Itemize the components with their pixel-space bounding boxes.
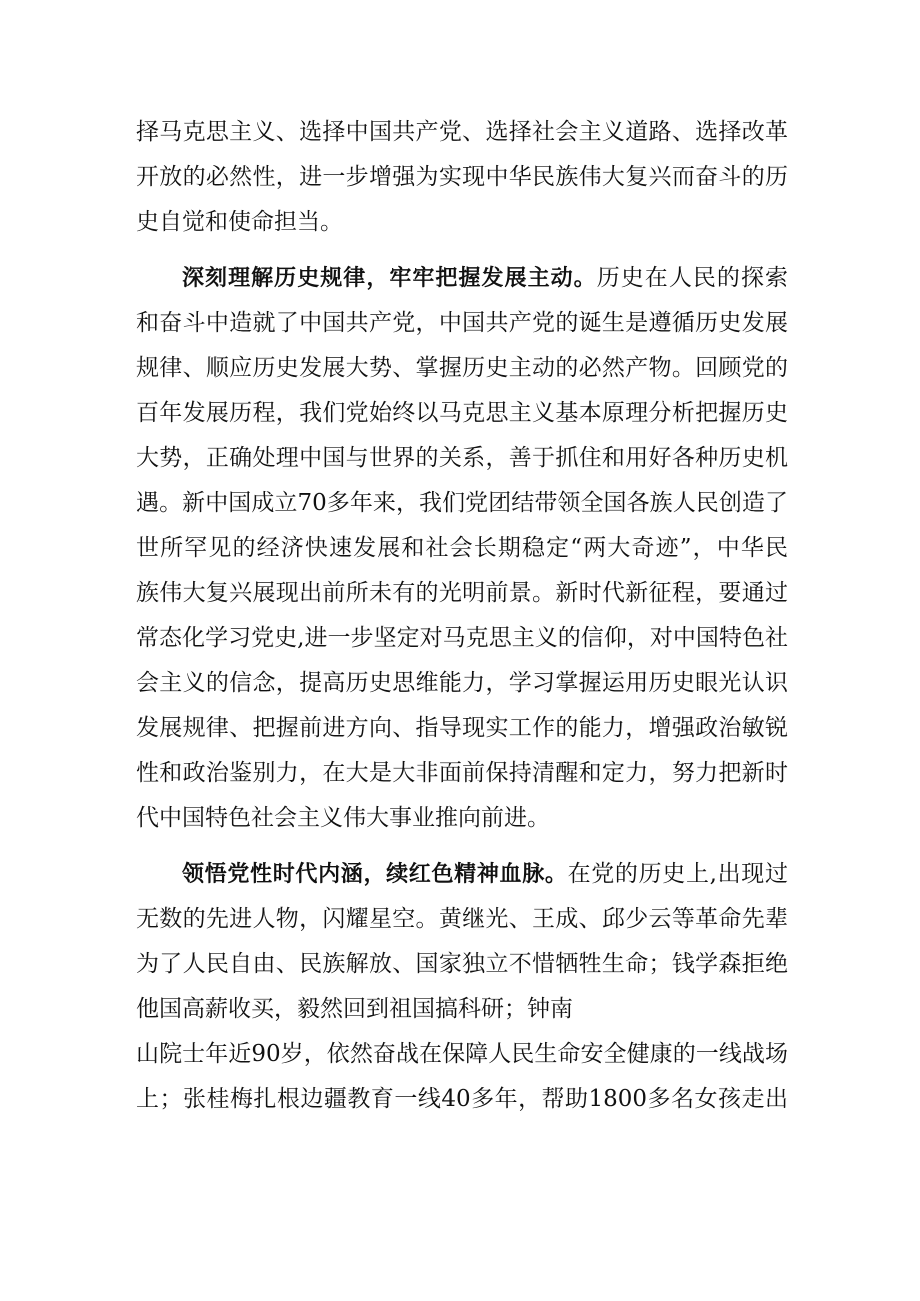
paragraph-3 [136, 852, 788, 1122]
paragraph-heading: 领悟党性时代内涵，续红色精神血脉。 [182, 862, 568, 887]
document-page [136, 110, 788, 1122]
text-line: 上；张桂梅扎根边疆教育一线40多年，帮助1800多名女孩走出 [136, 1086, 788, 1112]
text-line: 择马克思主义、选择中国共产党、选择社会主义道路、选择改革 [136, 119, 788, 145]
text-line: 开放的必然性，进一步增强为实现中华民族伟大复兴而奋斗的历 [136, 164, 788, 190]
text-line [136, 852, 788, 897]
text-line: 会主义的信念，提高历史思维能力，学习掌握运用历史眼光认识 [136, 670, 788, 696]
text-line: 规律、顺应历史发展大势、掌握历史主动的必然产物。回顾党的 [136, 355, 788, 381]
text-run: 在党的历史上,出现过 [567, 861, 788, 887]
text-line: 他国高薪收买，毅然回到祖国搞科研；钟南 [136, 996, 573, 1022]
text-line: 山院士年近90岁，依然奋战在保障人民生命安全健康的一线战场 [136, 1041, 788, 1067]
paragraph-heading: 深刻理解历史规律，牢牢把握发展主动。 [182, 266, 597, 291]
text-line: 百年发展历程，我们党始终以马克思主义基本原理分析把握历史 [136, 400, 788, 426]
paragraph-1 [136, 110, 788, 245]
text-line: 大势，正确处理中国与世界的关系，善于抓住和用好各种历史机 [136, 445, 788, 471]
text-line: 史自觉和使命担当。 [136, 209, 343, 235]
text-line: 发展规律、把握前进方向、指导现实工作的能力，增强政治敏锐 [136, 715, 788, 741]
text-line: 族伟大复兴展现出前所未有的光明前景。新时代新征程，要通过 [136, 580, 788, 606]
text-line: 世所罕见的经济快速发展和社会长期稳定“两大奇迹”，中华民 [136, 535, 788, 561]
text-line: 无数的先进人物，闪耀星空。黄继光、王成、邱少云等革命先辈 [136, 906, 788, 932]
text-run: 历史在人民的探索 [596, 265, 788, 291]
text-line: 代中国特色社会主义伟大事业推向前进。 [136, 805, 550, 831]
text-line: 为了人民自由、民族解放、国家独立不惜牺牲生命；钱学森拒绝 [136, 951, 788, 977]
paragraph-2 [136, 256, 788, 841]
text-line: 性和政治鉴别力，在大是大非面前保持清醒和定力，努力把新时 [136, 760, 788, 786]
text-line: 和奋斗中造就了中国共产党，中国共产党的诞生是遵循历史发展 [136, 310, 788, 336]
text-line: 遇。新中国成立70多年来，我们党团结带领全国各族人民创造了 [136, 490, 788, 516]
text-line: 常态化学习党史,进一步坚定对马克思主义的信仰，对中国特色社 [136, 625, 788, 651]
text-line [136, 256, 788, 301]
